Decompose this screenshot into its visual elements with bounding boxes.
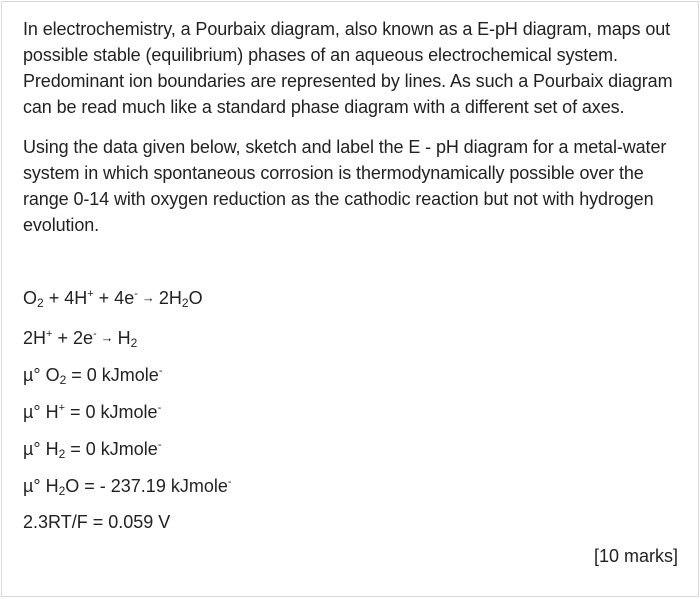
oxygen-reduction-equation: $O_2 + 4H^+ + 4e^- \to 2H_2O$ xyxy=(23,288,203,310)
question-card xyxy=(1,1,699,597)
task-paragraph: Using the data given below, sketch and label the E - pH diagram for a metal-water system in which spontaneous corrosion is thermodynamically possible over the range 0-14 with oxygen reduction as the cathodic reaction but not with hydrogen evolution. xyxy=(23,137,667,235)
hydrogen-evolution-equation: $2H^+ + 2e^- \to H_2$ xyxy=(23,328,138,350)
mu-o2-line: µ° $O_2 = 0$ kJmole- xyxy=(23,365,163,387)
intro-paragraph: In electrochemistry, a Pourbaix diagram, also known as a E-pH diagram, maps out possible stable (equilibrium) phases of an aqueous electrochemical system. Predominant ion boundaries are represented by lines. As such a Pourbaix diagram can be read much like a standard phase diagram with a different set of axes. xyxy=(23,19,673,117)
reaction-arrow-icon: → xyxy=(141,290,155,305)
mu-h2o-line: µ° $H_2O$ = - 237.19 kJmole- xyxy=(23,476,232,498)
question-text xyxy=(23,16,680,238)
reaction-arrow-icon: → xyxy=(100,330,114,345)
rt-f-constant: 2.3RT/F = 0.059 V xyxy=(23,512,171,532)
mu-h2-line: µ° $H_2 = 0$ kJmole- xyxy=(23,439,162,461)
marks-label: [10 marks] xyxy=(593,546,678,566)
mu-h-line: µ° H+ = 0 kJmole- xyxy=(23,402,162,422)
